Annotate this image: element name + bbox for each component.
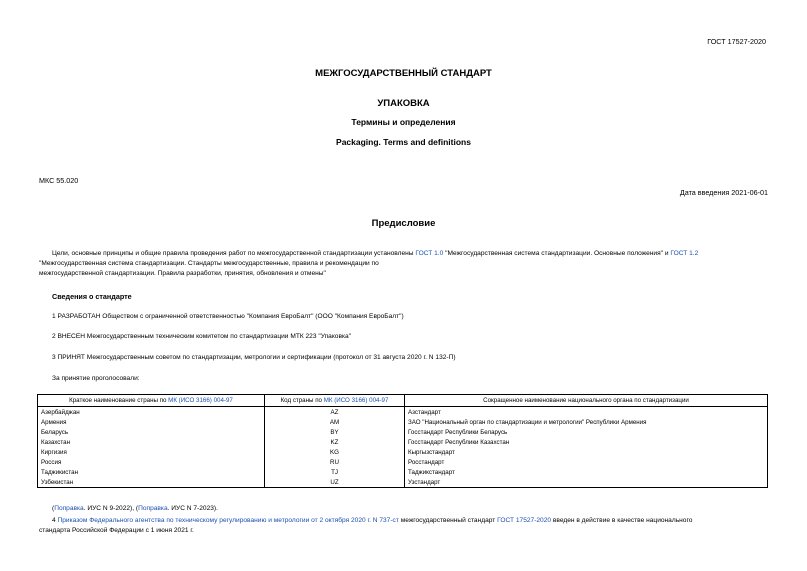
table-cell: Киргизия [38, 447, 265, 457]
info-item-2: 2 ВНЕСЕН Межгосударственным техническим комитетом по стандартизации МТК 223 "Упаковка" [52, 333, 351, 340]
table-cell: Беларусь [38, 427, 265, 437]
table-cell: Россия [38, 457, 265, 467]
foreword-text-b: "Межгосударственная система стандартизации. Основные положения" и [443, 250, 671, 257]
table-cell: Узстандарт [405, 477, 768, 488]
amendment-link[interactable]: Поправка [138, 505, 168, 512]
table-cell: ЗАО "Национальный орган по стандартизации и метрологии" Республики Армения [405, 417, 768, 427]
table-cell: TJ [265, 467, 405, 477]
table-cell: Росстандарт [405, 457, 768, 467]
info-item-3: 3 ПРИНЯТ Межгосударственным советом по стандартизации, метрологии и сертификации (протокол от 31 августа 2020 г. N 132-П) [52, 354, 456, 361]
mk-iso-link[interactable]: МК (ИСО 3166) 004-97 [323, 397, 389, 404]
info-item-1: 1 РАЗРАБОТАН Обществом с ограниченной ответственностью "Компания ЕвроБалт" (ООО "Компания ЕвроБалт") [52, 313, 404, 320]
table-row [38, 447, 768, 457]
table-cell: Азстандарт [405, 407, 768, 418]
table-row [38, 457, 768, 467]
table-row [38, 477, 768, 488]
item4-line2: стандарта Российской Федерации с 1 июня 2021 г. [39, 527, 194, 534]
mks-code: МКС 55.020 [39, 176, 79, 185]
table-cell: Казахстан [38, 437, 265, 447]
table-cell: AZ [265, 407, 405, 418]
amendment-link[interactable]: Поправка [54, 505, 84, 512]
table-row [38, 437, 768, 447]
table-cell: RU [265, 457, 405, 467]
subtitle-ru: Термины и определения [351, 117, 456, 127]
table-cell: KZ [265, 437, 405, 447]
voting-table [37, 394, 768, 488]
table-cell: UZ [265, 477, 405, 488]
table-cell: Узбекистан [38, 477, 265, 488]
table-cell: Азербайджан [38, 407, 265, 418]
table-cell: Госстандарт Республики Казахстан [405, 437, 768, 447]
standard-title: УПАКОВКА [377, 98, 430, 109]
table-cell: Таджикистан [38, 467, 265, 477]
table-row [38, 467, 768, 477]
order-link[interactable]: Приказом Федерального агентства по техническому регулированию и метрологии от 2 октября 2020 г. N 737-ст [57, 517, 399, 524]
table-row [38, 417, 768, 427]
table-row [38, 407, 768, 418]
voted-label: За принятие проголосовали: [52, 375, 140, 382]
doc-number: ГОСТ 17527-2020 [707, 37, 766, 46]
table-cell: Госстандарт Республики Беларусь [405, 427, 768, 437]
info-heading: Сведения о стандарте [52, 292, 132, 301]
intro-date: Дата введения 2021-06-01 [679, 188, 768, 197]
table-cell: KG [265, 447, 405, 457]
table-cell: Армения [38, 417, 265, 427]
gost-17527-link[interactable]: ГОСТ 17527-2020 [497, 517, 552, 524]
mk-iso-link[interactable]: МК (ИСО 3166) 004-97 [168, 397, 233, 404]
foreword-paragraph-line1 [52, 250, 698, 257]
foreword-paragraph-line3: межгосударственной стандартизации. Правила разработки, принятия, обновления и отмены" [39, 270, 326, 277]
item4-line1: 4 Приказом Федерального агентства по техническому регулированию и метрологии от 2 октября 2020 г. N 737-ст межгосударственный стандарт ГОСТ 17527-2020 введен в действие в качестве национального [52, 517, 693, 524]
table-row [38, 427, 768, 437]
table-header-row [38, 395, 768, 407]
gost-1-0-link[interactable]: ГОСТ 1.0 [415, 250, 444, 257]
foreword-heading: Предисловие [371, 218, 436, 229]
table-header-country: Краткое наименование страны по МК (ИСО 3166) 004-97 [38, 395, 265, 407]
foreword-paragraph-line2: "Межгосударственная система стандартизации. Стандарты межгосударственные, правила и рекомендации по [39, 260, 379, 267]
standard-kind: МЕЖГОСУДАРСТВЕННЫЙ СТАНДАРТ [315, 68, 492, 79]
amendments-line: (Поправка. ИУС N 9-2022), (Поправка. ИУС N 7-2023). [52, 505, 218, 512]
table-cell: AM [265, 417, 405, 427]
table-header-body: Сокращенное наименование национального органа по стандартизации [405, 395, 768, 407]
subtitle-en: Packaging. Terms and definitions [336, 137, 471, 147]
table-header-code: Код страны по МК (ИСО 3166) 004-97 [265, 395, 405, 407]
gost-1-2-link[interactable]: ГОСТ 1.2 [670, 250, 699, 257]
table-cell: Таджикстандарт [405, 467, 768, 477]
foreword-text-a: Цели, основные принципы и общие правила проведения работ по межгосударственной стандартизации установлены [52, 250, 416, 257]
table-cell: BY [265, 427, 405, 437]
table-cell: Кыргызстандарт [405, 447, 768, 457]
